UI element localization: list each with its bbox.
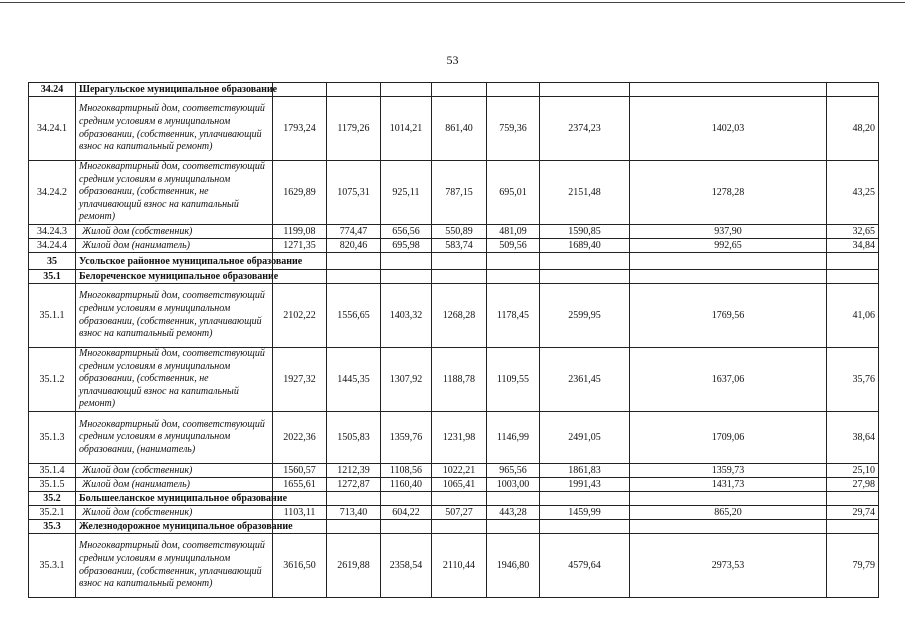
row-description: Многоквартирный дом, соответствующий средним условиям в муниципальном образовании, (собственник, уплачивающий взнос на капитальный ремонт) [76, 97, 273, 161]
value-cell: 509,56 [487, 239, 540, 253]
row-code: 35.1.5 [29, 478, 76, 492]
value-cell: 1927,32 [273, 348, 327, 412]
value-cell: 25,10 [827, 464, 879, 478]
top-rule [0, 2, 905, 3]
value-cell: 820,46 [327, 239, 381, 253]
value-cell: 759,36 [487, 97, 540, 161]
section-code: 35.3 [29, 520, 76, 534]
empty-cell [827, 270, 879, 284]
row-description: Многоквартирный дом, соответствующий средним условиям в муниципальном образовании, (собственник, не уплачивающий взнос на капитальный ремонт) [76, 161, 273, 225]
value-cell: 1431,73 [630, 478, 827, 492]
value-cell: 1103,11 [273, 506, 327, 520]
row-code: 35.1.4 [29, 464, 76, 478]
value-cell: 1231,98 [432, 412, 487, 464]
value-cell: 1459,99 [540, 506, 630, 520]
section-header-row [29, 270, 879, 284]
data-row [29, 412, 879, 464]
row-code: 34.24.3 [29, 225, 76, 239]
empty-cell [487, 520, 540, 534]
value-cell: 937,90 [630, 225, 827, 239]
value-cell: 2361,45 [540, 348, 630, 412]
row-description: Многоквартирный дом, соответствующий средним условиям в муниципальном образовании, (собственник, уплачивающий взнос на капитальный ремонт) [76, 534, 273, 598]
row-code: 34.24.1 [29, 97, 76, 161]
value-cell: 1590,85 [540, 225, 630, 239]
empty-cell [827, 492, 879, 506]
empty-cell [381, 83, 432, 97]
value-cell: 1268,28 [432, 284, 487, 348]
table-body [29, 83, 879, 598]
value-cell: 1272,87 [327, 478, 381, 492]
data-row [29, 225, 879, 239]
row-description: Многоквартирный дом, соответствующий средним условиям в муниципальном образовании, (собственник, уплачивающий взнос на капитальный ремонт) [76, 284, 273, 348]
empty-cell [432, 83, 487, 97]
empty-cell [487, 253, 540, 270]
row-code: 35.1.2 [29, 348, 76, 412]
section-title: Большееланское муниципальное образование [76, 492, 273, 506]
value-cell: 965,56 [487, 464, 540, 478]
value-cell: 29,74 [827, 506, 879, 520]
value-cell: 1188,78 [432, 348, 487, 412]
value-cell: 1556,65 [327, 284, 381, 348]
row-code: 35.1.3 [29, 412, 76, 464]
value-cell: 34,84 [827, 239, 879, 253]
value-cell: 1445,35 [327, 348, 381, 412]
value-cell: 787,15 [432, 161, 487, 225]
value-cell: 481,09 [487, 225, 540, 239]
value-cell: 992,65 [630, 239, 827, 253]
value-cell: 1769,56 [630, 284, 827, 348]
empty-cell [327, 83, 381, 97]
section-code: 34.24 [29, 83, 76, 97]
data-row [29, 284, 879, 348]
data-row [29, 478, 879, 492]
data-row [29, 239, 879, 253]
empty-cell [630, 492, 827, 506]
value-cell: 1109,55 [487, 348, 540, 412]
section-header-row [29, 520, 879, 534]
value-cell: 1403,32 [381, 284, 432, 348]
data-row [29, 348, 879, 412]
empty-cell [432, 520, 487, 534]
value-cell: 1629,89 [273, 161, 327, 225]
tariff-table [28, 82, 879, 598]
row-code: 35.1.1 [29, 284, 76, 348]
empty-cell [630, 520, 827, 534]
value-cell: 1505,83 [327, 412, 381, 464]
value-cell: 1637,06 [630, 348, 827, 412]
value-cell: 1178,45 [487, 284, 540, 348]
value-cell: 1307,92 [381, 348, 432, 412]
empty-cell [381, 492, 432, 506]
value-cell: 2599,95 [540, 284, 630, 348]
value-cell: 79,79 [827, 534, 879, 598]
value-cell: 1065,41 [432, 478, 487, 492]
empty-cell [630, 270, 827, 284]
section-code: 35.2 [29, 492, 76, 506]
data-row [29, 464, 879, 478]
section-header-row [29, 253, 879, 270]
value-cell: 1160,40 [381, 478, 432, 492]
empty-cell [381, 520, 432, 534]
value-cell: 4579,64 [540, 534, 630, 598]
value-cell: 1212,39 [327, 464, 381, 478]
row-code: 35.3.1 [29, 534, 76, 598]
value-cell: 3616,50 [273, 534, 327, 598]
value-cell: 2358,54 [381, 534, 432, 598]
value-cell: 861,40 [432, 97, 487, 161]
empty-cell [381, 270, 432, 284]
value-cell: 2619,88 [327, 534, 381, 598]
value-cell: 443,28 [487, 506, 540, 520]
value-cell: 713,40 [327, 506, 381, 520]
empty-cell [432, 270, 487, 284]
value-cell: 1108,56 [381, 464, 432, 478]
data-row [29, 97, 879, 161]
row-description: Жилой дом (собственник) [76, 506, 273, 520]
empty-cell [381, 253, 432, 270]
empty-cell [540, 83, 630, 97]
value-cell: 1022,21 [432, 464, 487, 478]
value-cell: 695,98 [381, 239, 432, 253]
value-cell: 583,74 [432, 239, 487, 253]
value-cell: 1402,03 [630, 97, 827, 161]
empty-cell [432, 492, 487, 506]
value-cell: 2973,53 [630, 534, 827, 598]
value-cell: 656,56 [381, 225, 432, 239]
empty-cell [327, 253, 381, 270]
empty-cell [432, 253, 487, 270]
value-cell: 1991,43 [540, 478, 630, 492]
empty-cell [540, 253, 630, 270]
page-number: 53 [446, 53, 459, 67]
data-row [29, 534, 879, 598]
value-cell: 2374,23 [540, 97, 630, 161]
section-code: 35 [29, 253, 76, 270]
value-cell: 1560,57 [273, 464, 327, 478]
value-cell: 35,76 [827, 348, 879, 412]
value-cell: 2151,48 [540, 161, 630, 225]
value-cell: 2022,36 [273, 412, 327, 464]
empty-cell [827, 520, 879, 534]
empty-cell [327, 492, 381, 506]
empty-cell [327, 270, 381, 284]
empty-cell [630, 253, 827, 270]
empty-cell [487, 270, 540, 284]
value-cell: 1946,80 [487, 534, 540, 598]
value-cell: 1271,35 [273, 239, 327, 253]
value-cell: 1075,31 [327, 161, 381, 225]
empty-cell [487, 83, 540, 97]
section-title: Белореченское муниципальное образование [76, 270, 273, 284]
empty-cell [540, 520, 630, 534]
row-description: Многоквартирный дом, соответствующий средним условиям в муниципальном образовании, (собственник, не уплачивающий взнос на капитальный ремонт) [76, 348, 273, 412]
empty-cell [487, 492, 540, 506]
row-description: Многоквартирный дом, соответствующий средним условиям в муниципальном образовании, (наниматель) [76, 412, 273, 464]
value-cell: 1014,21 [381, 97, 432, 161]
empty-cell [540, 270, 630, 284]
section-header-row [29, 492, 879, 506]
value-cell: 43,25 [827, 161, 879, 225]
section-title: Железнодорожное муниципальное образование [76, 520, 273, 534]
value-cell: 1179,26 [327, 97, 381, 161]
empty-cell [827, 253, 879, 270]
data-row [29, 161, 879, 225]
value-cell: 695,01 [487, 161, 540, 225]
value-cell: 1861,83 [540, 464, 630, 478]
row-description: Жилой дом (наниматель) [76, 478, 273, 492]
value-cell: 32,65 [827, 225, 879, 239]
value-cell: 1146,99 [487, 412, 540, 464]
section-header-row [29, 83, 879, 97]
value-cell: 925,11 [381, 161, 432, 225]
value-cell: 2110,44 [432, 534, 487, 598]
value-cell: 1655,61 [273, 478, 327, 492]
row-code: 34.24.2 [29, 161, 76, 225]
empty-cell [630, 83, 827, 97]
value-cell: 604,22 [381, 506, 432, 520]
value-cell: 1689,40 [540, 239, 630, 253]
empty-cell [273, 83, 327, 97]
row-code: 35.2.1 [29, 506, 76, 520]
value-cell: 1003,00 [487, 478, 540, 492]
empty-cell [273, 270, 327, 284]
value-cell: 1359,73 [630, 464, 827, 478]
empty-cell [327, 520, 381, 534]
value-cell: 1793,24 [273, 97, 327, 161]
value-cell: 2491,05 [540, 412, 630, 464]
value-cell: 865,20 [630, 506, 827, 520]
value-cell: 48,20 [827, 97, 879, 161]
row-description: Жилой дом (наниматель) [76, 239, 273, 253]
value-cell: 41,06 [827, 284, 879, 348]
empty-cell [827, 83, 879, 97]
value-cell: 550,89 [432, 225, 487, 239]
value-cell: 27,98 [827, 478, 879, 492]
value-cell: 2102,22 [273, 284, 327, 348]
row-description: Жилой дом (собственник) [76, 464, 273, 478]
section-title: Шерагульское муниципальное образование [76, 83, 273, 97]
section-code: 35.1 [29, 270, 76, 284]
data-row [29, 506, 879, 520]
value-cell: 1359,76 [381, 412, 432, 464]
value-cell: 1199,08 [273, 225, 327, 239]
value-cell: 38,64 [827, 412, 879, 464]
value-cell: 507,27 [432, 506, 487, 520]
section-title: Усольское районное муниципальное образование [76, 253, 273, 270]
value-cell: 774,47 [327, 225, 381, 239]
row-code: 34.24.4 [29, 239, 76, 253]
value-cell: 1278,28 [630, 161, 827, 225]
empty-cell [540, 492, 630, 506]
value-cell: 1709,06 [630, 412, 827, 464]
row-description: Жилой дом (собственник) [76, 225, 273, 239]
